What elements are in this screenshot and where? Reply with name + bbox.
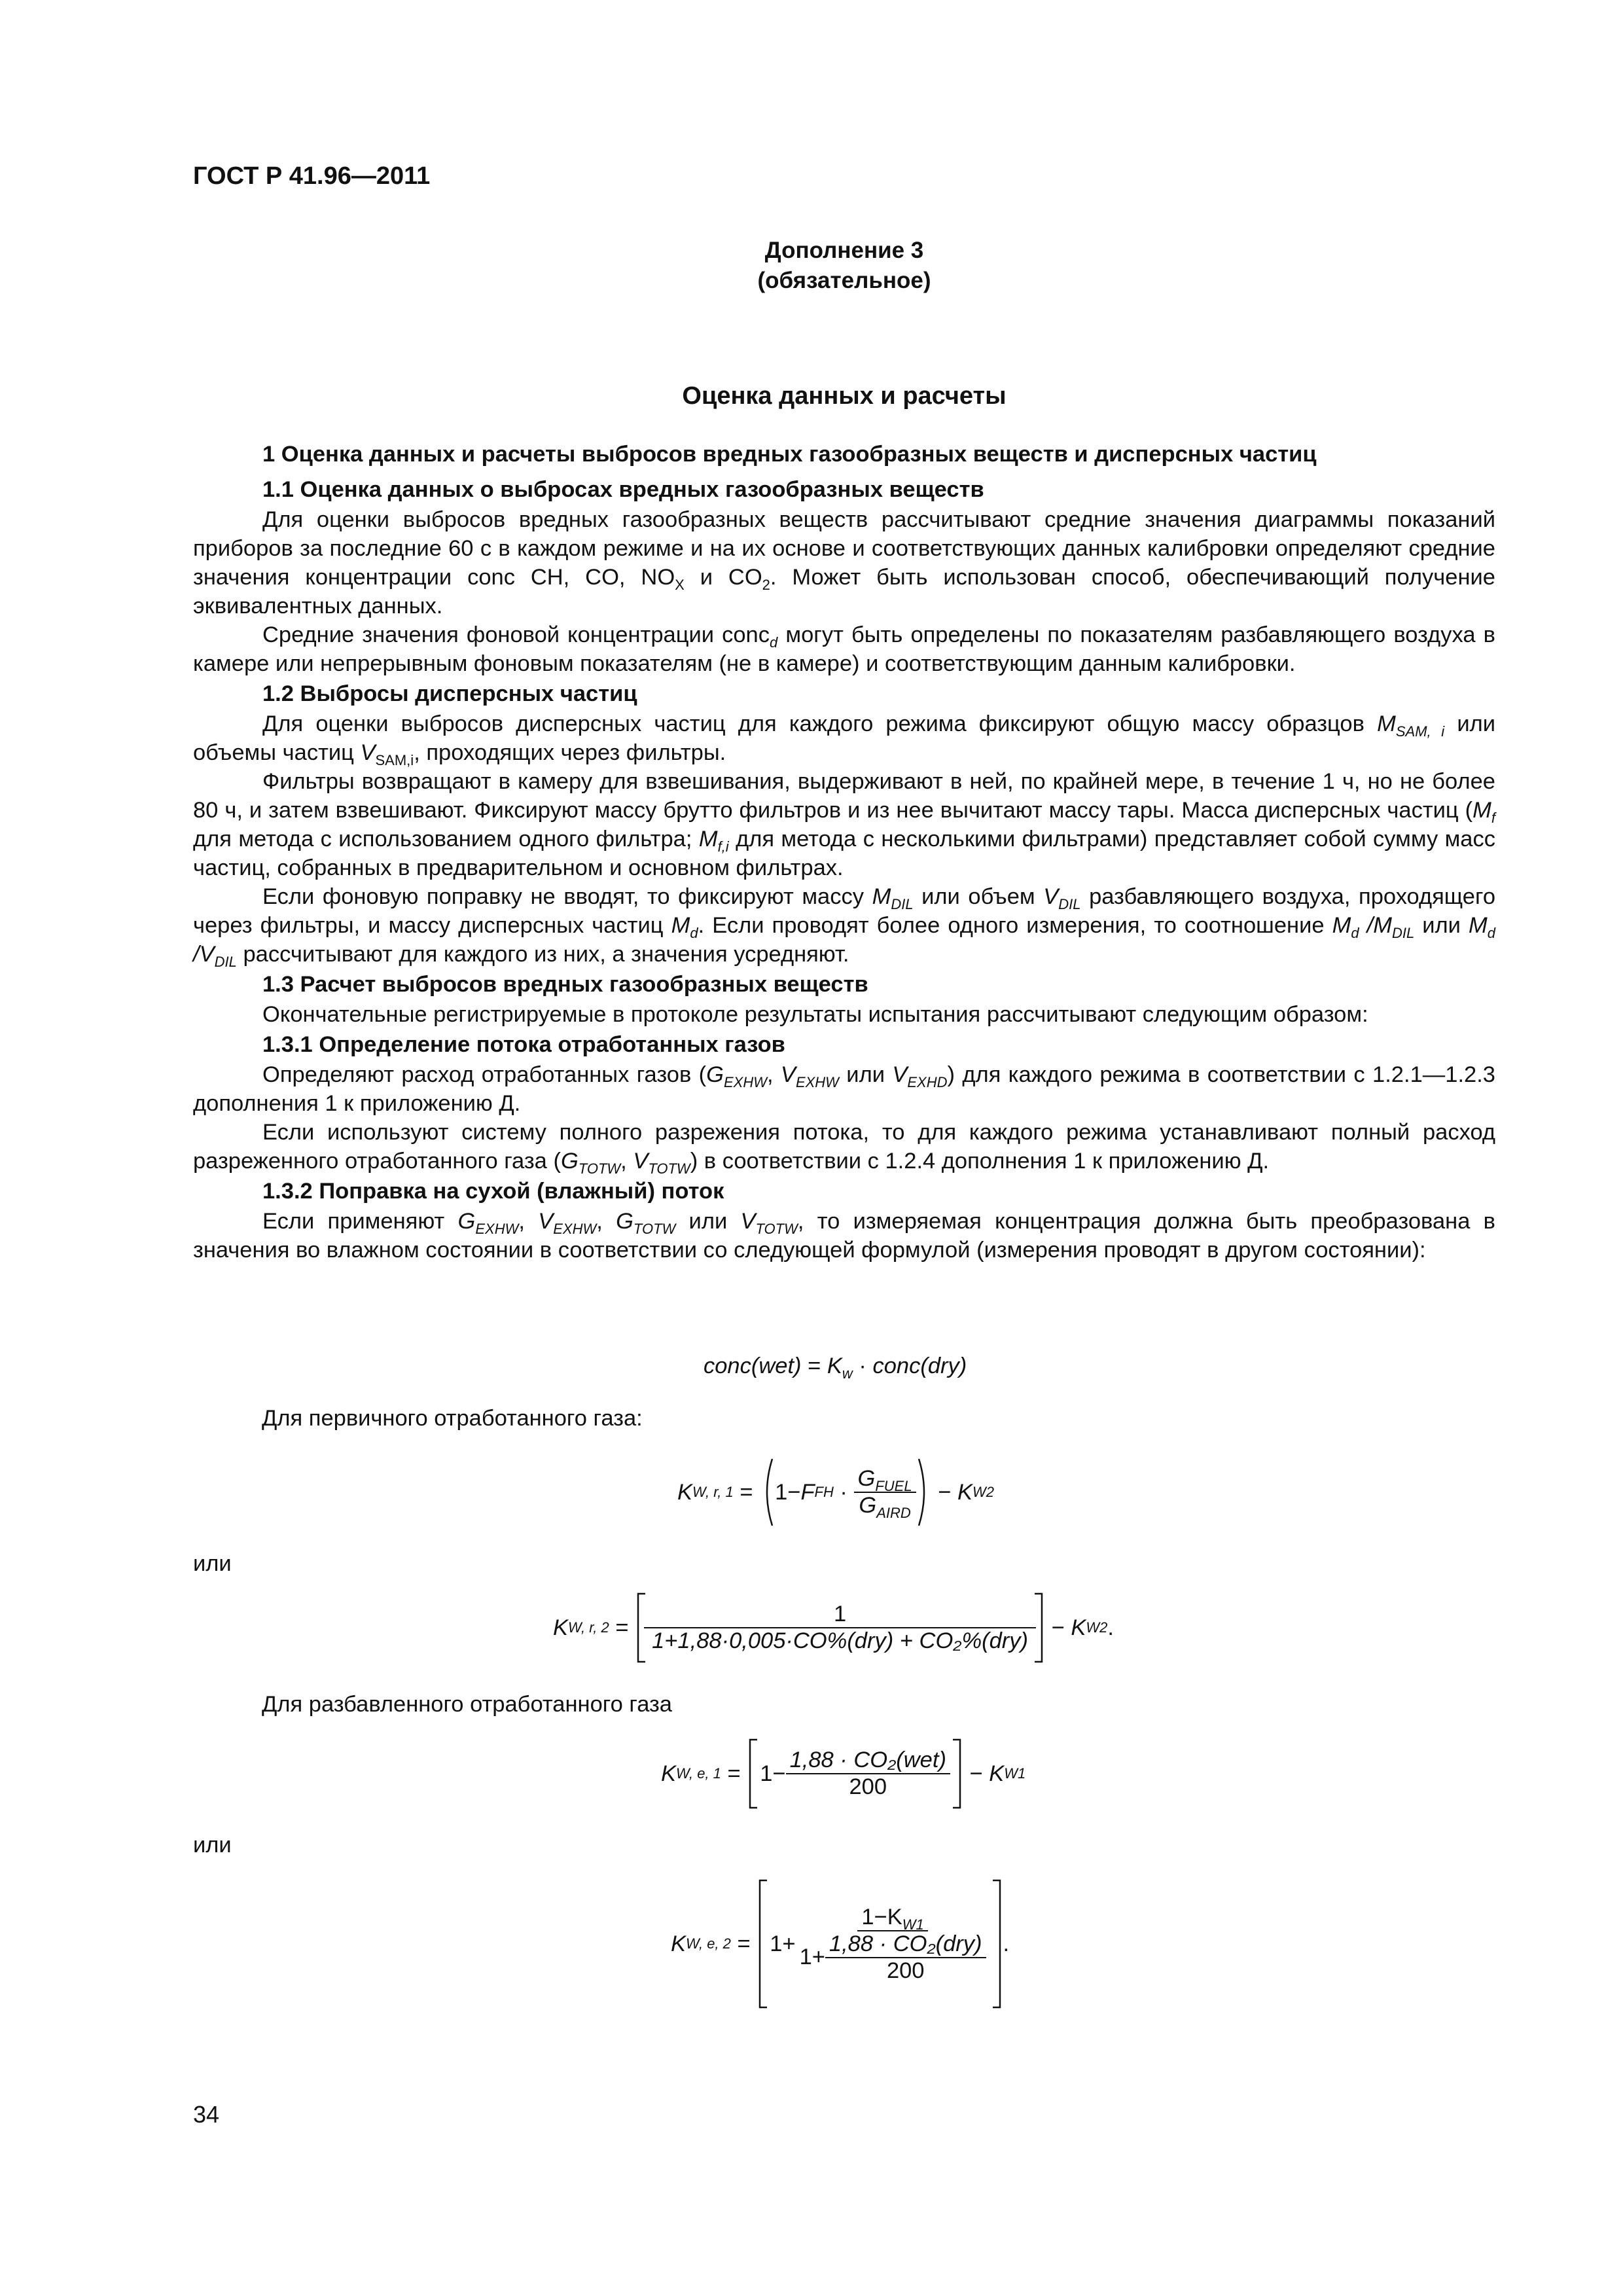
- document-title: Оценка данных и расчеты: [682, 382, 1007, 410]
- formula-kw-r2: K W, r, 2 = $\frac{1}{\text{1+1,88·0,005·CO\%(dry) + CO₂\%(dry)}}$ − K W2 .: [553, 1592, 1114, 1664]
- section-1-heading: 1 Оценка данных и расчеты выбросов вредных газообразных веществ и дисперсных частиц: [262, 442, 1317, 467]
- nested-fraction: $1-K_{W1}$ 1+ $\frac{\text{1,88 · CO₂(dry)}}{200}$: [796, 1905, 990, 1984]
- s13-paragraph-1: Окончательные регистрируемые в протоколе результаты испытания рассчитывают следующим образом:: [262, 1002, 1368, 1027]
- section-1-3-2-heading: 1.3.2 Поправка на сухой (влажный) поток: [262, 1179, 724, 1204]
- appendix-heading: [193, 236, 1495, 296]
- right-paren: [916, 1456, 932, 1528]
- section-1-2-heading: 1.2 Выбросы дисперсных частиц: [262, 681, 637, 706]
- formula-kw-e2: K W, e, 2 = 1+ $1-K_{W1}$ 1+ $\frac{\text{1,88 · CO₂(dry)}}{200}$ .: [671, 1878, 1009, 2009]
- s132-paragraph-1: Если применяют $G_{EXHW}$, $V_{EXHW}$, $G_{TOTW}$ или $V_{TOTW}$, то измеряемая концентрация должна быть преобразована в значения во влажном состоянии в соответствии со следующей формулой (измерения проводят в другом состоянии):: [193, 1209, 1495, 1263]
- s11-paragraph-2: Средние значения фоновой концентрации conc$_d$ могут быть определены по показателям разбавляющего воздуха в камере или непрерывным фоновым показателям (не в камере) и соответствующим данным калибровки.: [193, 622, 1495, 676]
- right-bracket: [990, 1878, 1003, 2009]
- left-bracket: [757, 1878, 770, 2009]
- formula-kw-e1: K W, e, 1 = 1− $\frac{\text{1,88 · CO₂(wet)}}{200}$ − K W1: [661, 1738, 1026, 1810]
- standard-designation: ГОСТ Р 41.96—2011: [193, 162, 431, 190]
- appendix-status: (обязательное): [757, 268, 931, 293]
- left-paren: [759, 1456, 775, 1528]
- page-number: 34: [193, 2101, 220, 2128]
- s12-paragraph-1: Для оценки выбросов дисперсных частиц для каждого режима фиксируют общую массу образцов $M_{SAM, i}$ или объемы частиц $V_{SAM,i}$, проходящих через фильтры.: [193, 711, 1495, 768]
- co-fraction: $\frac{1}{\text{1+1,88·0,005·CO\%(dry) + CO₂\%(dry)}}$: [648, 1602, 1032, 1654]
- appendix-name: Дополнение 3: [764, 238, 924, 263]
- fuel-air-fraction: $\frac{G_{FUEL}}{G_{AIRD}}$: [854, 1466, 916, 1518]
- formula-conc-wet: conc(wet) = $K_w$ · conc(dry): [704, 1354, 967, 1382]
- s11-paragraph-1: Для оценки выбросов вредных газообразных веществ рассчитывают средние значения диаграммы показаний приборов за последние 60 с в каждом режиме и на их основе и соответствующих данных калибровки определяют средние значения концентрации conc CH, CO, $NO_X$ и $CO_2$. Может быть использован способ, обеспечивающий получение эквивалентных данных.: [193, 507, 1495, 619]
- s12-paragraph-2: Фильтры возвращают в камеру для взвешивания, выдерживают в ней, по крайней мере, в течение 1 ч, но не более 80 ч, и затем взвешивают. Фиксируют массу брутто фильтров и из нее вычитают массу тары. Масса дисперсных частиц ($M_f$ для метода с использованием одного фильтра; $M_{f,i}$ для метода с несколькими фильтрами) представляет собой сумму масс частиц, собранных в предварительном и основном фильтрах.: [193, 769, 1495, 880]
- left-bracket: [747, 1738, 760, 1810]
- s131-paragraph-2: Если используют систему полного разрежения потока, то для каждого режима устанавливают полный расход разреженного отработанного газа ($G_{TOTW}$, $V_{TOTW}$) в соответствии с 1.2.4 дополнения 1 к приложению Д.: [193, 1120, 1495, 1177]
- diluted-gas-label: Для разбавленного отработанного газа: [262, 1692, 672, 1717]
- co2-dry-fraction: $\frac{\text{1,88 · CO₂(dry)}}{200}$: [825, 1931, 986, 1984]
- body-text: [193, 439, 1495, 1265]
- primary-gas-label: Для первичного отработанного газа:: [262, 1406, 643, 1431]
- s12-paragraph-3: Если фоновую поправку не вводят, то фиксируют массу $M_{DIL}$ или объем $V_{DIL}$ разбавляющего воздуха, проходящего через фильтры, и массу дисперсных частиц $M_d$. Если проводят более одного измерения, то соотношение $M_d$ $/M_{DIL}$ или $M_d$ $/V_{DIL}$ рассчитывают для каждого из них, а значения усредняют.: [193, 884, 1496, 970]
- section-1-3-1-heading: 1.3.1 Определение потока отработанных газов: [262, 1032, 785, 1057]
- co2-wet-fraction: $\frac{\text{1,88 · CO₂(wet)}}{200}$: [786, 1748, 950, 1800]
- s131-paragraph-1: Определяют расход отработанных газов ($G_{EXHW}$, $V_{EXHW}$ или $V_{EXHD}$) для каждого режима в соответствии с 1.2.1—1.2.3 дополнения 1 к приложению Д.: [193, 1062, 1495, 1116]
- or-label-1: или: [193, 1551, 232, 1576]
- right-bracket: [950, 1738, 963, 1810]
- section-1-1-heading: 1.1 Оценка данных о выбросах вредных газообразных веществ: [262, 477, 984, 502]
- or-label-2: или: [193, 1833, 232, 1857]
- formula-kw-r1: K W, r, 1 = 1− F FH · $\frac{G_{FUEL}}{G_{AIRD}}$ − K W2: [677, 1456, 994, 1528]
- section-1-3-heading: 1.3 Расчет выбросов вредных газообразных веществ: [262, 972, 868, 997]
- right-bracket: [1032, 1592, 1045, 1664]
